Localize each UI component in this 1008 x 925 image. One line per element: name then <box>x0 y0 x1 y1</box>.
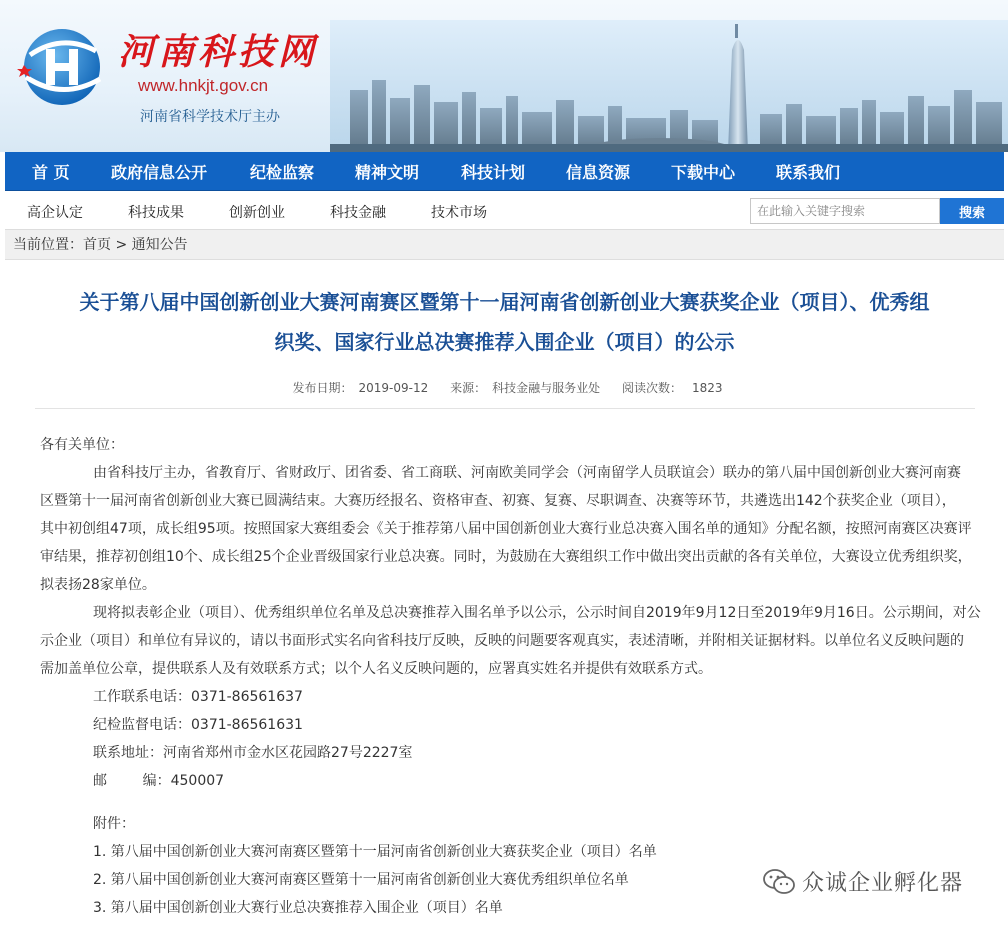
article-title-line: 关于第八届中国创新创业大赛河南赛区暨第十一届河南省创新创业大赛获奖企业（项目）、优秀组 <box>79 290 930 314</box>
watermark <box>762 866 963 897</box>
site-banner <box>0 0 1008 152</box>
sub-nav <box>5 192 1004 230</box>
para1-line: 区暨第十一届河南省创新创业大赛已圆满结束。大赛历经报名、资格审查、初赛、复赛、尽职调查、决赛等环节，共遴选出142个获奖企业（项目）， <box>40 493 956 509</box>
nav-sci-plan[interactable]: 科技计划 <box>461 162 526 182</box>
meta-views: 1823 <box>691 381 723 395</box>
salutation: 各有关单位： <box>40 437 124 453</box>
para1-line: 其中初创组47项，成长组95项。按照国家大赛组委会《关于推荐第八届中国创新创业大赛行业总决赛入围名单的通知》分配名额，按照河南赛区决赛评 <box>40 521 972 537</box>
article <box>5 260 1004 925</box>
article-title-line: 织奖、国家行业总决赛推荐入围企业（项目）的公示 <box>274 330 735 354</box>
subnav-tech-market[interactable]: 技术市场 <box>431 205 487 221</box>
contact-postcode: 邮 编：450007 <box>93 773 225 789</box>
wechat-icon <box>762 867 796 897</box>
breadcrumb-current-link[interactable]: 通知公告 <box>131 237 188 253</box>
search-button[interactable]: 搜索 <box>940 198 1004 224</box>
meta-date: 2019-09-12 <box>358 381 429 395</box>
breadcrumb <box>5 230 1004 260</box>
site-title[interactable]: 河南科技网 <box>118 31 319 73</box>
nav-info-resources[interactable]: 信息资源 <box>566 162 631 182</box>
contact-address: 联系地址：河南省郑州市金水区花园路27号2227室 <box>93 745 413 761</box>
breadcrumb-separator: > <box>115 237 128 253</box>
watermark-label: 众诚企业孵化器 <box>802 871 964 896</box>
meta-source: 科技金融与服务业处 <box>492 381 601 395</box>
meta-views-label: 阅读次数： <box>621 381 682 395</box>
city-skyline-image <box>330 20 1008 152</box>
para2-line: 示企业（项目）和单位有异议的，请以书面形式实名向省科技厅反映，反映的问题要客观真实，表述清晰，并附相关证据材料。以单位名义反映问题的 <box>40 633 964 649</box>
nav-contact[interactable]: 联系我们 <box>776 162 841 182</box>
para1-line: 由省科技厅主办，省教育厅、省财政厅、团省委、省工商联、河南欧美同学会（河南留学人员联谊会）联办的第八届中国创新创业大赛河南赛 <box>93 465 961 481</box>
para1-line: 审结果，推荐初创组10个、成长组25个企业晋级国家行业总决赛。同时，为鼓励在大赛组织工作中做出突出贡献的各有关单位，大赛设立优秀组织奖， <box>40 549 972 565</box>
subnav-hightech-cert[interactable]: 高企认定 <box>27 205 83 221</box>
attachment-link[interactable]: 1. 第八届中国创新创业大赛河南赛区暨第十一届河南省创新创业大赛获奖企业（项目）名单 <box>93 844 657 860</box>
nav-civilization[interactable]: 精神文明 <box>355 162 420 182</box>
meta-date-label: 发布日期： <box>292 381 353 395</box>
search-input[interactable] <box>750 198 940 224</box>
subnav-finance[interactable]: 科技金融 <box>330 205 386 221</box>
para1-line: 拟表扬28家单位。 <box>40 577 156 593</box>
breadcrumb-home-link[interactable]: 首页 <box>83 237 111 253</box>
attachment-link[interactable]: 3. 第八届中国创新创业大赛行业总决赛推荐入围企业（项目）名单 <box>93 900 503 916</box>
meta-divider <box>35 408 975 409</box>
nav-gov-info[interactable]: 政府信息公开 <box>111 162 208 182</box>
site-logo-icon[interactable] <box>16 25 108 109</box>
breadcrumb-prefix: 当前位置： <box>13 237 83 253</box>
site-url[interactable]: www.hnkjt.gov.cn <box>138 76 269 95</box>
nav-home[interactable]: 首 页 <box>32 162 70 182</box>
meta-source-label: 来源： <box>450 381 487 395</box>
main-nav <box>5 152 1004 191</box>
subnav-innovation[interactable]: 创新创业 <box>229 205 285 221</box>
contact-work-phone: 工作联系电话：0371-86561637 <box>93 689 303 705</box>
subnav-achievements[interactable]: 科技成果 <box>128 205 184 221</box>
attachment-link[interactable]: 2. 第八届中国创新创业大赛河南赛区暨第十一届河南省创新创业大赛优秀组织单位名单 <box>93 872 629 888</box>
attachments-label: 附件： <box>93 816 135 832</box>
para2-line: 现将拟表彰企业（项目）、优秀组织单位名单及总决赛推荐入围名单予以公示，公示时间自2019年9月12日至2019年9月16日。公示期间，对公 <box>93 605 981 621</box>
nav-downloads[interactable]: 下载中心 <box>671 162 736 182</box>
article-title <box>5 282 1004 362</box>
para2-line: 需加盖单位公章，提供联系人及有效联系方式；以个人名义反映问题的，应署真实姓名并提供有效联系方式。 <box>40 661 712 677</box>
contact-supervision-phone: 纪检监督电话：0371-86561631 <box>93 717 303 733</box>
site-host-text: 河南省科学技术厅主办 <box>140 109 280 125</box>
article-meta <box>5 379 1004 396</box>
nav-discipline[interactable]: 纪检监察 <box>250 162 315 182</box>
